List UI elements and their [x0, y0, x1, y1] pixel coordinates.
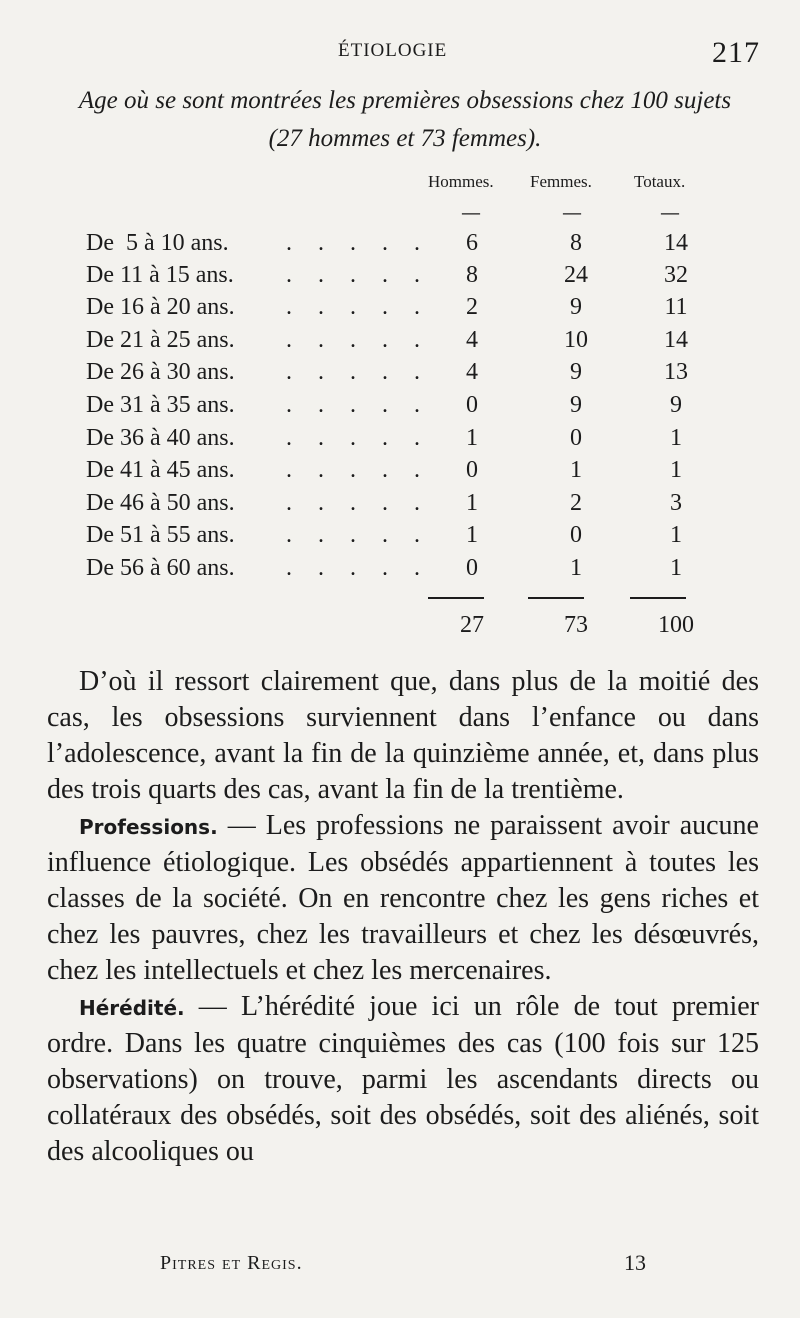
sum-rule	[428, 597, 484, 599]
value-femmes: 8	[570, 230, 582, 256]
column-header-totaux: Totaux.	[634, 172, 686, 191]
leader-dots: . . . . .	[286, 457, 430, 483]
sum-rule	[528, 597, 584, 599]
leader-dots: . . . . .	[286, 425, 430, 451]
age-range: De 16 à 20 ans.	[86, 294, 235, 320]
paragraph-text: — L’hérédité joue ici un rôle de tout premier ordre. Dans les quatre cinquièmes des cas (100 fois sur 125 observations) on trouve, parmi les ascendants directs ou collatéraux des obsédés, soit des obsédés, soit des aliénés, soit des alcooliques ou	[47, 991, 759, 1167]
sheet-number: 13	[624, 1250, 646, 1275]
table-row	[86, 555, 786, 587]
paragraph-heredite	[47, 989, 759, 1170]
page-number: 217	[712, 36, 760, 69]
value-femmes: 9	[570, 392, 582, 418]
leader-dots: . . . . .	[286, 327, 430, 353]
paragraph-professions	[47, 808, 759, 989]
leader-dots: . . . . .	[286, 359, 430, 385]
page-footer	[0, 1250, 800, 1280]
sum-rule	[630, 597, 686, 599]
value-totaux: 1	[670, 457, 682, 483]
value-hommes: 4	[466, 327, 478, 353]
age-range: De 51 à 55 ans.	[86, 522, 235, 548]
value-hommes: 0	[466, 457, 478, 483]
value-femmes: 9	[570, 359, 582, 385]
leader-dots: . . . . .	[286, 294, 430, 320]
age-range: De 5 à 10 ans.	[86, 230, 229, 256]
body-text	[47, 664, 759, 1170]
value-hommes: 1	[466, 425, 478, 451]
value-totaux: 14	[664, 230, 688, 256]
age-range: De 26 à 30 ans.	[86, 359, 235, 385]
table-row	[86, 392, 786, 424]
column-header-hommes: Hommes.	[428, 172, 494, 191]
value-totaux: 9	[670, 392, 682, 418]
value-totaux: 13	[664, 359, 688, 385]
age-range: De 11 à 15 ans.	[86, 262, 234, 288]
value-hommes: 4	[466, 359, 478, 385]
value-femmes: 0	[570, 522, 582, 548]
column-header-femmes: Femmes.	[530, 172, 592, 191]
value-hommes: 1	[466, 522, 478, 548]
age-range: De 21 à 25 ans.	[86, 327, 235, 353]
leader-dots: . . . . .	[286, 262, 430, 288]
column-dash: —	[562, 200, 582, 224]
column-dash: —	[461, 200, 481, 224]
leader-dots: . . . . .	[286, 490, 430, 516]
total-totaux: 100	[658, 612, 694, 638]
section-lead-heredite: Hérédité.	[79, 996, 185, 1020]
value-hommes: 6	[466, 230, 478, 256]
value-totaux: 11	[664, 294, 688, 320]
age-range: De 56 à 60 ans.	[86, 555, 235, 581]
value-hommes: 2	[466, 294, 478, 320]
table-caption: Age où se sont montrées les premières obsessions chez 100 sujets (27 hommes et 73 femmes).	[78, 87, 732, 152]
leader-dots: . . . . .	[286, 392, 430, 418]
value-hommes: 8	[466, 262, 478, 288]
running-title: ÉTIOLOGIE	[338, 40, 448, 61]
table-row	[86, 262, 786, 294]
column-dash: —	[660, 200, 680, 224]
table-row	[86, 457, 786, 489]
value-femmes: 1	[570, 457, 582, 483]
age-range: De 41 à 45 ans.	[86, 457, 235, 483]
leader-dots: . . . . .	[286, 230, 430, 256]
section-lead-professions: Professions.	[79, 815, 218, 839]
value-femmes: 0	[570, 425, 582, 451]
age-range: De 36 à 40 ans.	[86, 425, 235, 451]
age-range: De 46 à 50 ans.	[86, 490, 235, 516]
value-femmes: 2	[570, 490, 582, 516]
paragraph-conclusion: D’où il ressort clairement que, dans plus de la moitié des cas, les obsessions surviennent dans l’enfance ou dans l’adolescence, avant la fin de la quinzième année, et, dans plus des trois quarts des cas, avant la fin de la trentième.	[47, 666, 759, 805]
table-row	[86, 359, 786, 391]
table-row	[86, 425, 786, 457]
table-row	[86, 490, 786, 522]
value-totaux: 1	[670, 555, 682, 581]
value-hommes: 0	[466, 555, 478, 581]
table-row	[86, 522, 786, 554]
value-totaux: 1	[670, 522, 682, 548]
value-femmes: 9	[570, 294, 582, 320]
value-femmes: 24	[564, 262, 588, 288]
value-totaux: 32	[664, 262, 688, 288]
leader-dots: . . . . .	[286, 522, 430, 548]
value-totaux: 3	[670, 490, 682, 516]
value-femmes: 10	[564, 327, 588, 353]
table-row	[86, 327, 786, 359]
value-hommes: 1	[466, 490, 478, 516]
value-hommes: 0	[466, 392, 478, 418]
signature-mark: Pitres et Regis.	[160, 1252, 303, 1274]
age-range: De 31 à 35 ans.	[86, 392, 235, 418]
running-head	[0, 36, 800, 69]
paragraph-text: — Les professions ne paraissent avoir aucune influence étiologique. Les obsédés appartiennent à toutes les classes de la société. On en rencontre chez les gens riches et chez les pauvres, chez les travailleurs et chez les désœuvrés, chez les intellectuels et chez les mercenaires.	[47, 810, 759, 986]
value-femmes: 1	[570, 555, 582, 581]
total-femmes: 73	[564, 612, 588, 638]
value-totaux: 14	[664, 327, 688, 353]
value-totaux: 1	[670, 425, 682, 451]
total-hommes: 27	[460, 612, 484, 638]
leader-dots: . . . . .	[286, 555, 430, 581]
table-row	[86, 294, 786, 326]
table-row	[86, 230, 786, 262]
